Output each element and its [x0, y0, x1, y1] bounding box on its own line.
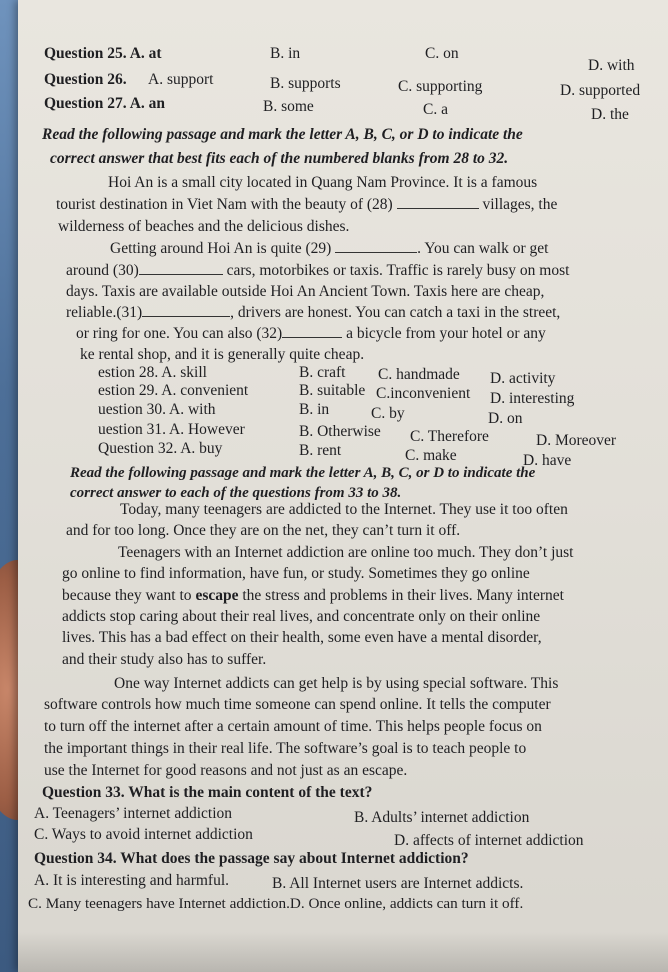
q33-option-b: B. Adults’ internet addiction — [354, 809, 530, 826]
q27-option-d: D. the — [591, 106, 629, 123]
q31-option-d: D. Moreover — [536, 432, 617, 449]
q33-question: Question 33. What is the main content of the text? — [42, 784, 373, 801]
passage2-line: use the Internet for good reasons and not just as an escape. — [44, 762, 408, 779]
passage2-line: go online to find information, have fun, or study. Sometimes they go online — [62, 565, 530, 582]
q26-option-d: D. supported — [560, 82, 641, 99]
q26-label: Question 26. — [44, 71, 127, 88]
q29-option-d: D. interesting — [490, 390, 575, 407]
instruction-1-line1: Read the following passage and mark the letter A, B, C, or D to indicate the — [42, 126, 523, 143]
q29-label: estion 29. A. convenient — [98, 382, 249, 399]
q32-label: Question 32. A. buy — [98, 440, 223, 457]
q25-option-c: C. on — [425, 45, 459, 62]
q25-option-b: B. in — [270, 45, 301, 62]
passage2-line: lives. This has a bad effect on their health, some even have a mental disorder, — [62, 629, 542, 646]
q27-label: Question 27. A. an — [44, 95, 166, 112]
q28-option-d: D. activity — [490, 370, 556, 387]
worksheet-page — [18, 0, 668, 972]
q33-option-a: A. Teenagers’ internet addiction — [34, 805, 233, 822]
page-shadow — [18, 932, 668, 972]
passage1-line: tourist destination in Viet Nam with the beauty of (28) villages, the — [56, 196, 558, 213]
q34-option-b: B. All Internet users are Internet addicts. — [272, 875, 524, 892]
passage2-line: One way Internet addicts can get help is by using special software. This — [114, 675, 559, 692]
instruction-2-line2: correct answer to each of the questions from 33 to 38. — [70, 485, 402, 501]
passage1-line: Hoi An is a small city located in Quang Nam Province. It is a famous — [108, 174, 538, 191]
passage1-line: ke rental shop, and it is generally quite cheap. — [80, 346, 365, 363]
passage1-line: Getting around Hoi An is quite (29) . You can walk or get — [110, 240, 549, 257]
q34-option-a: A. It is interesting and harmful. — [34, 872, 229, 889]
q31-option-c: C. Therefore — [410, 428, 489, 445]
passage1-line: or ring for one. You can also (32) a bicycle from your hotel or any — [76, 325, 546, 342]
q26-option-c: C. supporting — [398, 78, 483, 95]
q27-option-c: C. a — [423, 101, 448, 118]
q33-option-d: D. affects of internet addiction — [394, 832, 584, 849]
q30-label: uestion 30. A. with — [98, 401, 216, 418]
q25-option-d: D. with — [588, 57, 635, 74]
q28-option-b: B. craft — [299, 364, 346, 381]
q26-option-b: B. supports — [270, 75, 341, 92]
passage1-line: wilderness of beaches and the delicious dishes. — [58, 218, 350, 235]
q31-label: uestion 31. A. However — [98, 421, 245, 438]
passage2-line: and their study also has to suffer. — [62, 651, 267, 668]
instruction-1-line2: correct answer that best fits each of the numbered blanks from 28 to 32. — [50, 150, 509, 167]
q30-option-b: B. in — [299, 401, 330, 418]
q31-option-b: B. Otherwise — [299, 423, 381, 440]
q34-question: Question 34. What does the passage say about Internet addiction? — [34, 850, 469, 867]
q30-option-d: D. on — [488, 410, 523, 427]
instruction-2-line1: Read the following passage and mark the letter A, B, C, or D to indicate the — [70, 465, 536, 481]
q29-option-b: B. suitable — [299, 382, 366, 399]
passage2-line: the important things in their real life. The software’s goal is to teach people to — [44, 740, 527, 757]
q34-option-c-d: C. Many teenagers have Internet addiction.D. Once online, addicts can turn it off. — [28, 895, 524, 912]
q25-label: Question 25. A. at — [44, 45, 162, 62]
q27-option-b: B. some — [263, 98, 314, 115]
passage2-line: Today, many teenagers are addicted to the Internet. They use it too often — [120, 501, 568, 518]
passage2-line: because they want to escape the stress and problems in their lives. Many internet — [62, 587, 564, 604]
passage2-line: to turn off the internet after a certain amount of time. This helps people focus on — [44, 718, 542, 735]
q26-option-a: A. support — [148, 71, 214, 88]
passage2-line: software controls how much time someone can spend online. It tells the computer — [44, 696, 551, 713]
q32-option-c: C. make — [405, 447, 457, 464]
q28-option-c: C. handmade — [378, 366, 460, 383]
passage2-line: addicts stop caring about their real lives, and concentrate only on their online — [62, 608, 541, 625]
passage1-line: days. Taxis are available outside Hoi An Ancient Town. Taxis here are cheap, — [66, 283, 545, 300]
passage1-line: reliable.(31) , drivers are honest. You can catch a taxi in the street, — [66, 304, 561, 321]
q28-label: estion 28. A. skill — [98, 364, 207, 381]
passage2-line: Teenagers with an Internet addiction are online too much. They don’t just — [118, 544, 574, 561]
q29-option-c: C.inconvenient — [376, 385, 471, 402]
passage1-line: around (30) cars, motorbikes or taxis. Traffic is rarely busy on most — [66, 262, 570, 279]
q32-option-b: B. rent — [299, 442, 342, 459]
passage2-line: and for too long. Once they are on the net, they can’t turn it off. — [66, 522, 461, 539]
q30-option-c: C. by — [371, 405, 405, 422]
q32-option-d: D. have — [523, 452, 572, 469]
q33-option-c: C. Ways to avoid internet addiction — [34, 826, 253, 843]
